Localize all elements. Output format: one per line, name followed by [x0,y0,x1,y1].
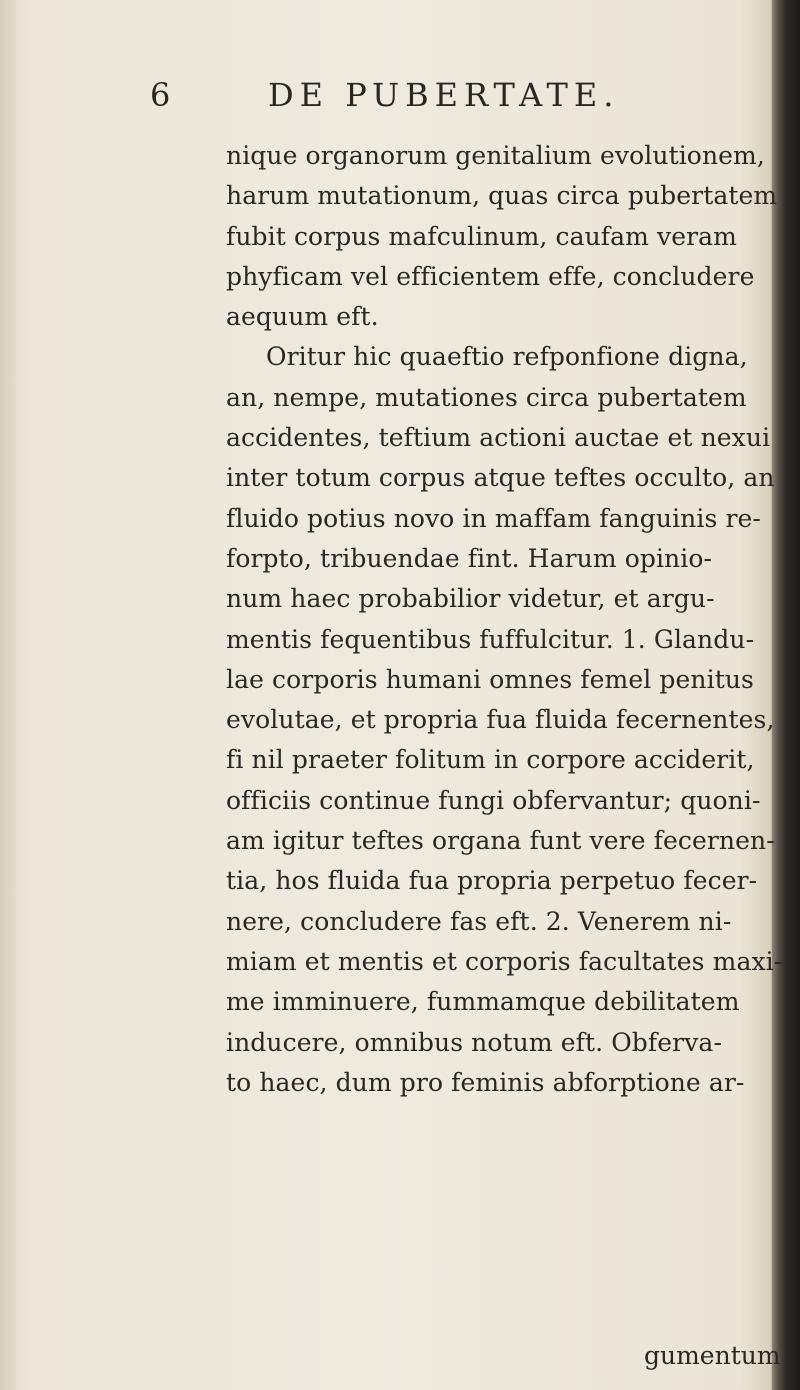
text-line: tia, hos fluida fua propria perpetuo fecer- [226,866,758,896]
text-line: to haec, dum pro feminis abforptione ar- [226,1067,745,1097]
text-line: lae corporis humani omnes femel penitus [226,664,754,694]
text-line: inducere, omnibus notum eft. Obferva- [226,1027,722,1057]
text-line: accidentes, teftium actioni auctae et nexui [226,423,771,453]
text-line: Oritur hic quaeftio refponfione digna, [266,342,748,372]
page-number: 6 [150,76,176,114]
running-title: DE PUBERTATE. [268,76,620,114]
text-line: me imminuere, fummamque debilitatem [226,987,740,1017]
text-line: an, nempe, mutationes circa pubertatem [226,382,747,412]
text-line: evolutae, et propria fua fluida fecernentes, [226,705,775,735]
text-line: num haec probabilior videtur, et argu- [226,584,715,614]
body-text [226,136,786,1103]
text-line: mentis fequentibus fuffulcitur. 1. Glandu- [226,624,755,654]
text-line: phyficam vel efficientem effe, concludere [226,261,755,291]
text-line: miam et mentis et corporis facultates maxi- [226,946,783,976]
text-line: inter totum corpus atque teftes occulto, an [226,463,775,493]
text-line: aequum eft. [226,302,379,332]
text-line: harum mutationum, quas circa pubertatem [226,181,778,211]
text-line: fluido potius novo in maffam fanguinis re- [226,503,761,533]
text-line: officiis continue fungi obfervantur; quoni- [226,785,761,815]
text-line: am igitur teftes organa funt vere fecernen- [226,826,775,856]
catchword: gumentum [644,1341,781,1370]
text-line: forpto, tribuendae fint. Harum opinio- [226,543,713,573]
text-line: nere, concludere fas eft. 2. Venerem ni- [226,906,732,936]
text-line: fi nil praeter folitum in corpore acciderit, [226,745,755,775]
page-left-margin [0,0,16,1390]
page-header [150,76,750,120]
text-line: nique organorum genitalium evolutionem, [226,141,765,170]
text-line: fubit corpus mafculinum, caufam veram [226,221,737,251]
